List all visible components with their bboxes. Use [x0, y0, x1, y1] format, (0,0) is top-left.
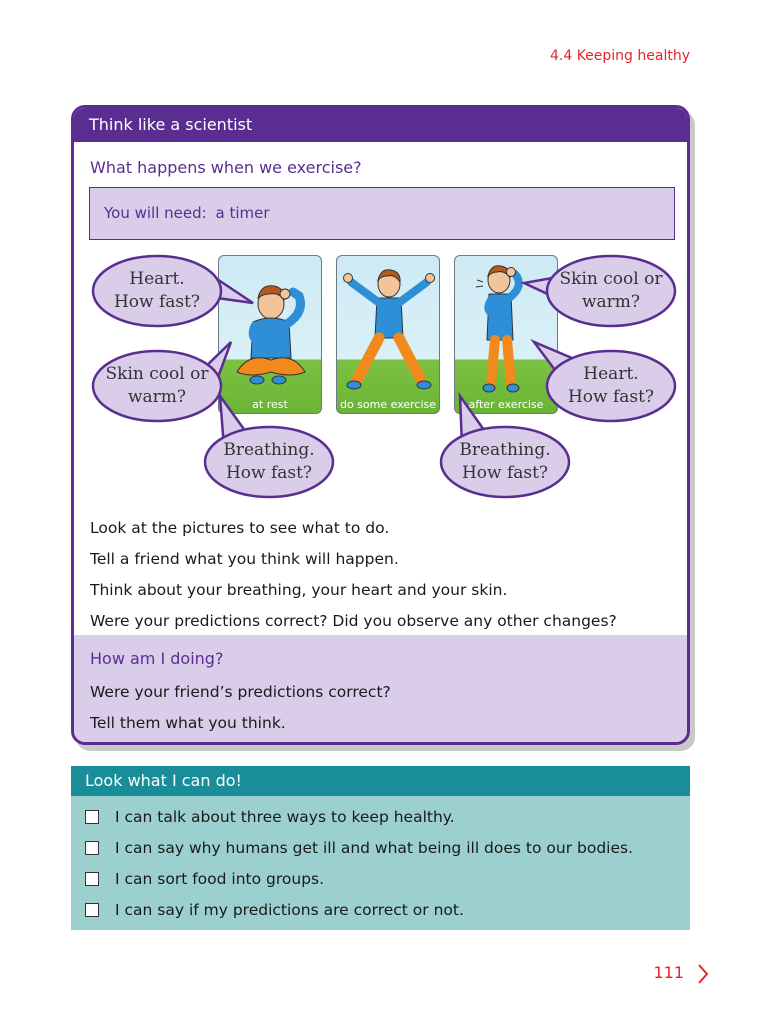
can-do-item	[85, 832, 676, 863]
can-do-text: I can say why humans get ill and what being ill does to our bodies.	[115, 838, 634, 857]
can-do-item	[85, 894, 676, 925]
can-do-text: I can sort food into groups.	[115, 869, 325, 888]
think-like-a-scientist-box	[71, 105, 690, 745]
bubble-heart-left	[90, 253, 224, 329]
section-reference: 4.4 Keeping healthy	[549, 48, 690, 64]
bubble-text: Skin cool or warm?	[105, 364, 209, 407]
how-am-i-doing-line: Were your friend’s predictions correct?	[90, 683, 391, 701]
can-do-text: I can talk about three ways to keep healthy.	[115, 807, 455, 826]
checkbox[interactable]	[85, 903, 99, 917]
panel-caption: do some exercise	[339, 398, 437, 411]
instruction-line: Tell a friend what you think will happen.	[90, 550, 399, 568]
chevron-right-icon[interactable]	[696, 963, 710, 985]
can-do-text: I can say if my predictions are correct or not.	[115, 900, 464, 919]
bubble-text: Heart. How fast?	[113, 269, 201, 312]
bubble-breathing-left	[202, 424, 336, 500]
can-do-list	[71, 796, 690, 925]
boy-star-jump-illustration	[337, 256, 440, 414]
checkbox[interactable]	[85, 810, 99, 824]
can-do-item	[85, 801, 676, 832]
instruction-line: Were your predictions correct? Did you observe any other changes?	[90, 612, 617, 630]
page-number: 111	[653, 963, 684, 982]
you-will-need-box	[89, 187, 675, 240]
bubble-skin-right	[544, 253, 678, 329]
can-do-item	[85, 863, 676, 894]
panel-caption: at rest	[252, 398, 288, 411]
checkbox[interactable]	[85, 841, 99, 855]
bubble-text: Heart. How fast?	[567, 364, 655, 407]
bubble-breathing-right	[438, 424, 572, 500]
panel-at-rest	[218, 255, 322, 414]
bubble-text: Skin cool or warm?	[559, 269, 663, 312]
bubble-text: Breathing. How fast?	[459, 440, 551, 483]
activity-question: What happens when we exercise?	[90, 158, 362, 177]
panel-caption: after exercise	[468, 398, 544, 411]
how-am-i-doing-title: How am I doing?	[90, 649, 224, 668]
instructions	[90, 513, 617, 637]
instruction-line: Look at the pictures to see what to do.	[90, 519, 390, 537]
think-like-a-scientist-title: Think like a scientist	[74, 108, 687, 142]
instruction-line: Think about your breathing, your heart and your skin.	[90, 581, 508, 599]
boy-sitting-illustration	[219, 256, 322, 414]
how-am-i-doing-line: Tell them what you think.	[90, 714, 286, 732]
bubble-skin-left	[90, 348, 224, 424]
bubble-text: Breathing. How fast?	[223, 440, 315, 483]
checkbox[interactable]	[85, 872, 99, 886]
you-will-need-label: You will need:	[104, 204, 207, 222]
how-am-i-doing-box	[74, 635, 687, 745]
look-what-i-can-do-box	[71, 766, 690, 930]
bubble-heart-right	[544, 348, 678, 424]
look-what-i-can-do-title: Look what I can do!	[71, 766, 690, 796]
panel-do-some-exercise	[336, 255, 440, 414]
you-will-need-value: a timer	[215, 204, 270, 222]
